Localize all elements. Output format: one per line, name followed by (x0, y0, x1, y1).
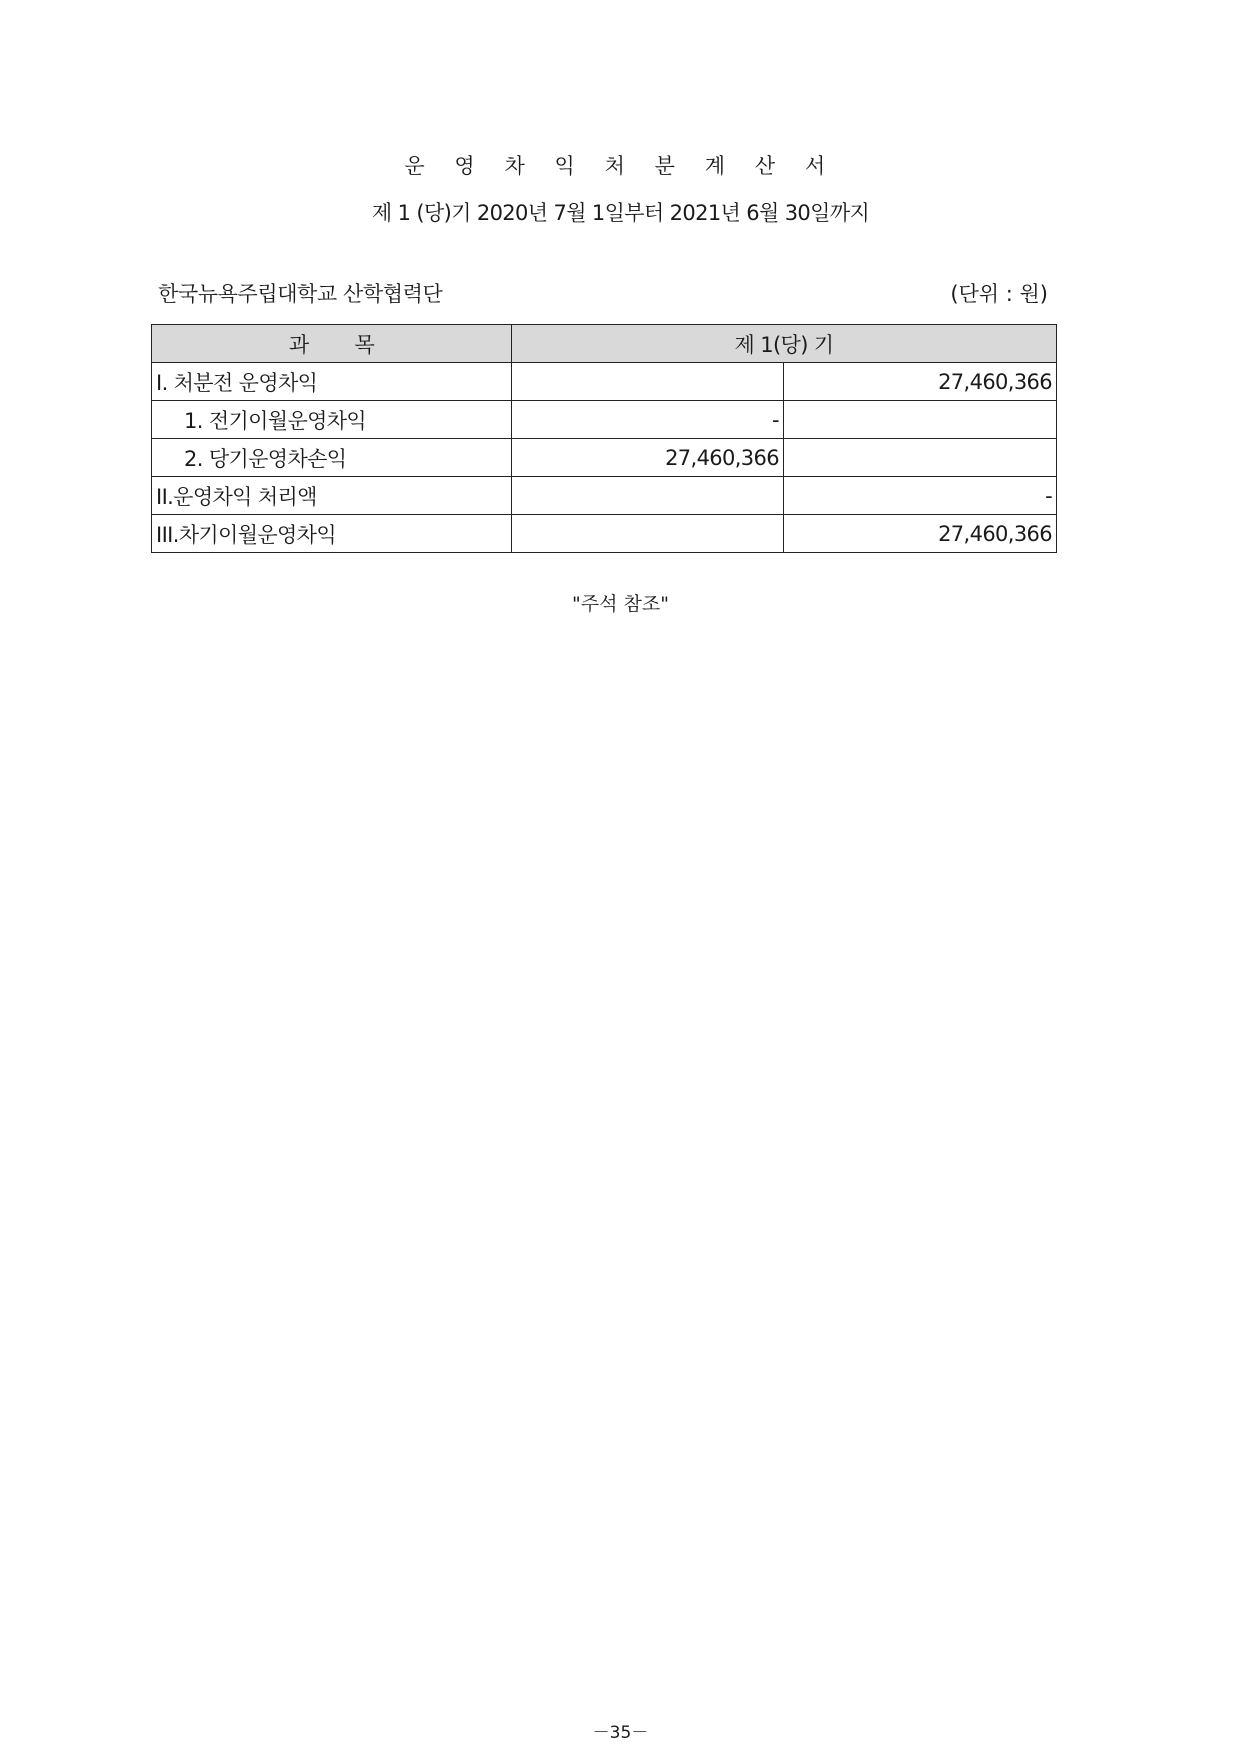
row-value-total (784, 401, 1057, 439)
header-subject: 과 목 (152, 325, 512, 363)
table-row (152, 401, 1057, 439)
row-label: Ⅰ. 처분전 운영차익 (152, 363, 512, 401)
document-title: 운 영 차 익 처 분 계 산 서 (404, 154, 837, 178)
disposition-statement-table (151, 324, 1057, 553)
page-number: －35－ (592, 1723, 649, 1743)
row-value-detail (512, 515, 784, 553)
footnote-reference: "주석 참조" (572, 593, 669, 615)
row-value-total (784, 439, 1057, 477)
currency-unit: (단위 : 원) (950, 282, 1048, 306)
table-row (152, 439, 1057, 477)
row-label: 1. 전기이월운영차익 (152, 401, 512, 439)
row-value-detail (512, 363, 784, 401)
organization-name: 한국뉴욕주립대학교 산학협력단 (158, 282, 443, 306)
table-row (152, 477, 1057, 515)
table-row (152, 363, 1057, 401)
table-row (152, 515, 1057, 553)
row-value-total: - (784, 477, 1057, 515)
row-value-detail: - (512, 401, 784, 439)
row-value-detail (512, 477, 784, 515)
header-period: 제 1(당) 기 (512, 325, 1057, 363)
row-label: 2. 당기운영차손익 (152, 439, 512, 477)
row-value-detail: 27,460,366 (512, 439, 784, 477)
table-header-row (152, 325, 1057, 363)
row-value-total: 27,460,366 (784, 515, 1057, 553)
row-value-total: 27,460,366 (784, 363, 1057, 401)
row-label: II.운영차익 처리액 (152, 477, 512, 515)
fiscal-period: 제 1 (당)기 2020년 7월 1일부터 2021년 6월 30일까지 (371, 201, 870, 225)
row-label: III.차기이월운영차익 (152, 515, 512, 553)
